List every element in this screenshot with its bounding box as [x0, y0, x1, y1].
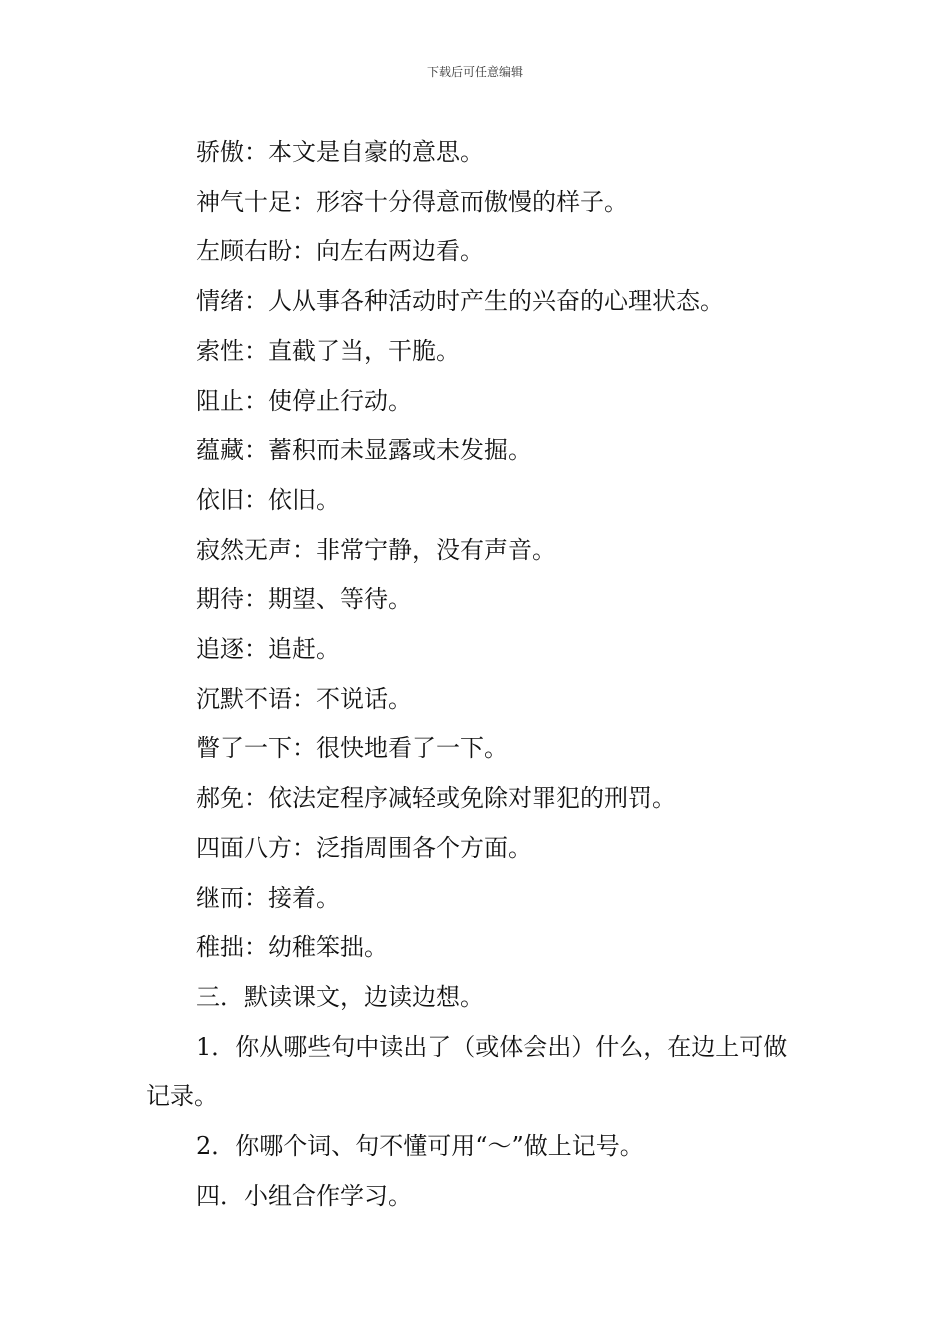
vocab-line-zhuizhu: 追逐：追赶。 [196, 635, 340, 664]
page-header: 下载后可任意编辑 [426, 65, 523, 79]
section-heading-three: 三．默读课文，边读边想。 [196, 982, 484, 1011]
vocab-line-qidai: 期待：期望、等待。 [196, 585, 412, 614]
vocab-line-zhizhuo: 稚拙：幼稚笨拙。 [196, 933, 388, 962]
vocab-line-shenqishizu: 神气十足：形容十分得意而傲慢的样子。 [196, 187, 628, 216]
vocab-line-jiranwusheng: 寂然无声：非常宁静，没有声音。 [196, 535, 556, 564]
vocab-line-zuoguyoupan: 左顾右盼：向左右两边看。 [196, 237, 484, 266]
vocab-line-shemian: 郝免：依法定程序减轻或免除对罪犯的刑罚。 [196, 784, 676, 813]
section-heading-four: 四．小组合作学习。 [196, 1181, 412, 1210]
vocab-line-chenmobuyu: 沉默不语：不说话。 [196, 684, 412, 713]
instruction-item-1: 1．你从哪些句中读出了（或体会出）什么，在边上可做记录。 [146, 1032, 788, 1111]
vocab-line-suoxing: 索性：直截了当，干脆。 [196, 336, 460, 365]
vocab-line-yijiu: 依旧：依旧。 [196, 485, 340, 514]
vocab-line-qingxu: 情绪：人从事各种活动时产生的兴奋的心理状态。 [196, 287, 724, 316]
vocab-line-jiaoao: 骄傲：本文是自豪的意思。 [196, 138, 484, 166]
vocab-line-pieleyixia: 瞥了一下：很快地看了一下。 [196, 734, 508, 763]
vocab-line-jier: 继而：接着。 [196, 883, 340, 912]
vocab-line-simianbafang: 四面八方：泛指周围各个方面。 [196, 833, 532, 862]
vocab-line-zuzhi: 阻止：使停止行动。 [196, 386, 412, 415]
vocab-line-yuncang: 蕴藏：蓄积而未显露或未发掘。 [196, 436, 532, 465]
document-body [146, 128, 810, 1221]
instruction-item-2: 2．你哪个词、句不懂可用“～”做上记号。 [196, 1132, 644, 1161]
